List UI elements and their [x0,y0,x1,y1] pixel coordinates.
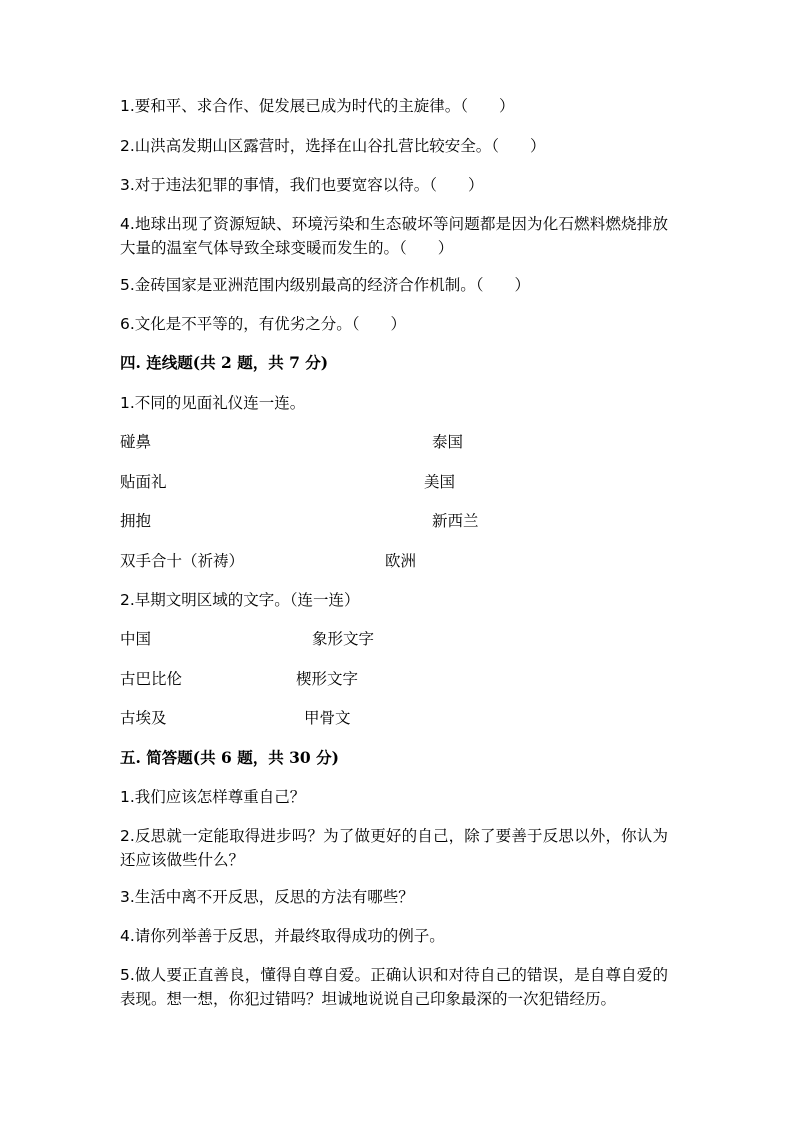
tf-question-5: 5.金砖国家是亚洲范围内级别最高的经济合作机制。（ ） [120,276,531,294]
short-answer-question-2: 2.反思就一定能取得进步吗？为了做更好的自己，除了要善于反思以外，你认为还应该做些什么？ [120,827,668,869]
matching-right-item: 新西兰 [432,512,479,530]
matching-left-item: 古埃及 [120,709,167,727]
tf-question-4: 4.地球出现了资源短缺、环境污染和生态破坏等问题都是因为化石燃料燃烧排放大量的温室气体导致全球变暖而发生的。（ ） [120,215,668,257]
tf-question-2: 2.山洪高发期山区露营时，选择在山谷扎营比较安全。（ ） [120,137,546,155]
section-heading-matching: 四. 连线题(共 2 题，共 7 分) [120,353,329,372]
matching-right-item: 欧洲 [385,552,417,570]
matching-right-item: 泰国 [432,433,464,451]
matching-question-2-prompt: 2.早期文明区域的文字。（连一连） [120,591,360,609]
matching-left-item: 贴面礼 [120,473,167,491]
matching-right-item: 甲骨文 [304,709,351,727]
tf-question-1: 1.要和平、求合作、促发展已成为时代的主旋律。（ ） [120,97,515,115]
matching-left-item: 中国 [120,630,152,648]
matching-question-1-prompt: 1.不同的见面礼仪连一连。 [120,394,306,412]
short-answer-question-1: 1.我们应该怎样尊重自己？ [120,788,306,806]
tf-question-3: 3.对于违法犯罪的事情，我们也要宽容以待。（ ） [120,176,484,194]
tf-question-6: 6.文化是不平等的，有优劣之分。（ ） [120,315,407,333]
section-heading-short-answer: 五. 简答题(共 6 题，共 30 分) [120,748,339,767]
matching-right-item: 象形文字 [312,630,375,648]
matching-right-item: 楔形文字 [296,670,359,688]
matching-left-item: 古巴比伦 [120,670,183,688]
matching-left-item: 拥抱 [120,512,152,530]
matching-left-item: 碰鼻 [120,433,152,451]
short-answer-question-3: 3.生活中离不开反思，反思的方法有哪些？ [120,888,414,906]
matching-right-item: 美国 [424,473,456,491]
short-answer-question-4: 4.请你列举善于反思，并最终取得成功的例子。 [120,927,445,945]
short-answer-question-5: 5.做人要正直善良，懂得自尊自爱。正确认识和对待自己的错误，是自尊自爱的表现。想一想，你犯过错吗？坦诚地说说自己印象最深的一次犯错经历。 [120,966,668,1008]
matching-left-item: 双手合十（祈祷） [120,552,245,570]
